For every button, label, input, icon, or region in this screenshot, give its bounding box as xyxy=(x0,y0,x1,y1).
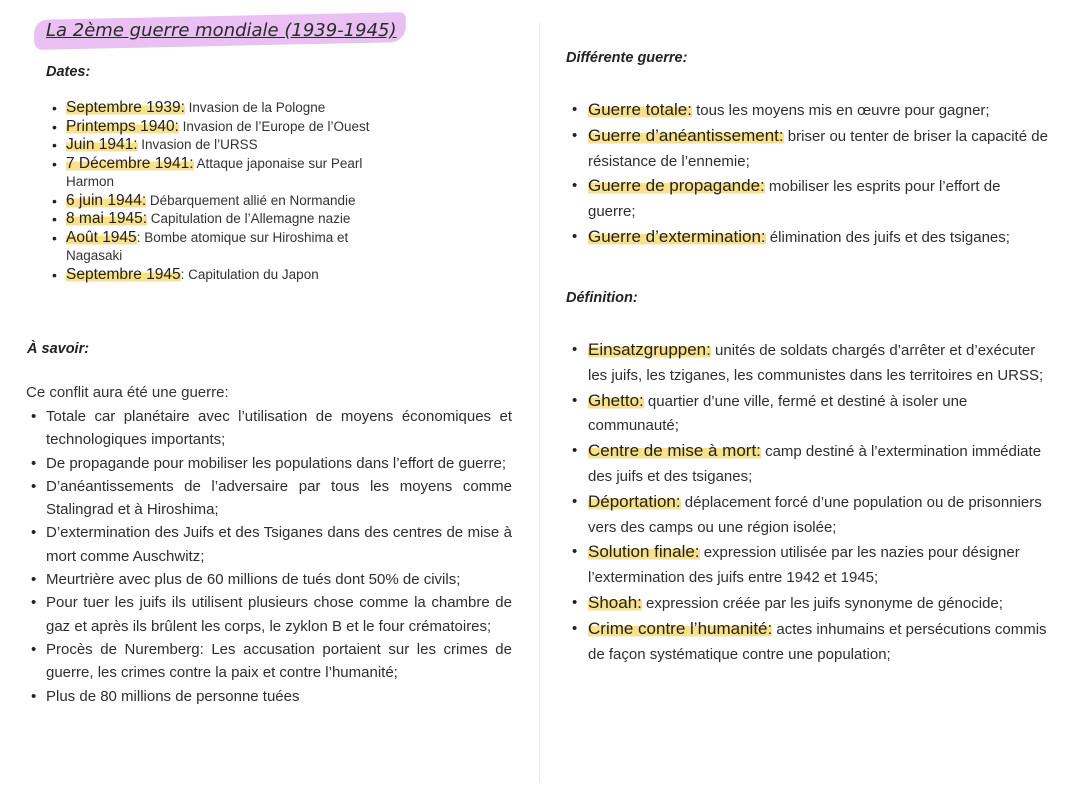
list-item xyxy=(50,210,400,229)
item-key: Guerre d’extermination: xyxy=(588,226,766,246)
item-key: Einsatzgruppen: xyxy=(588,340,711,359)
item-key: Solution finale: xyxy=(588,542,700,562)
bullet-icon: • xyxy=(572,442,578,460)
definition-label: Définition: xyxy=(566,290,638,306)
list-item xyxy=(30,405,512,452)
bullet-icon: • xyxy=(572,593,578,611)
item-key: Septembre 1939: xyxy=(66,99,185,116)
item-key: Septembre 1945 xyxy=(66,265,181,283)
item-text: Meurtrière avec plus de 60 millions de tués dont 50% de civils; xyxy=(46,571,461,589)
bullet-icon: • xyxy=(31,454,37,472)
item-key: Printemps 1940: xyxy=(66,117,179,135)
item-text: Capitulation de l’Allemagne nazie xyxy=(147,211,351,226)
item-key: 8 mai 1945: xyxy=(66,210,147,227)
bullet-icon: • xyxy=(572,391,578,409)
bullet-icon: • xyxy=(572,177,578,195)
item-key: Shoah: xyxy=(588,592,642,612)
list-item xyxy=(570,540,1048,591)
bullet-icon: • xyxy=(572,101,578,118)
bullet-icon: • xyxy=(572,619,578,637)
bullet-icon: • xyxy=(572,492,578,510)
bullet-icon: • xyxy=(572,227,578,245)
differente-label: Différente guerre: xyxy=(566,50,688,66)
item-text: élimination des juifs et des tsiganes; xyxy=(765,228,1010,246)
list-item xyxy=(30,685,512,708)
item-text: expression créée par les juifs synonyme de génocide; xyxy=(641,594,1003,612)
dates-label: Dates: xyxy=(46,64,91,80)
differente-list xyxy=(570,98,1048,251)
item-key: Août 1945 xyxy=(66,228,137,246)
list-item xyxy=(30,521,512,568)
item-key: Crime contre l’humanité: xyxy=(588,618,773,638)
list-item xyxy=(570,124,1048,175)
bullet-icon: • xyxy=(572,126,578,144)
list-item xyxy=(570,225,1048,251)
item-key: Guerre d’anéantissement: xyxy=(588,125,784,145)
item-text: unités de soldats chargés d’arrêter et d’exécuter les juifs, les tziganes, les communistes dans les territoires en URSS; xyxy=(588,342,1044,384)
savoir-label: À savoir: xyxy=(27,341,90,357)
item-text: D’anéantissements de l’adversaire par tous les moyens comme Stalingrad et à Hiroshima; xyxy=(46,477,512,519)
item-text: Invasion de l’Europe de l’Ouest xyxy=(178,118,370,134)
item-text: Invasion de la Pologne xyxy=(184,100,326,115)
bullet-icon: • xyxy=(52,155,57,172)
list-item xyxy=(50,192,400,211)
item-text: actes inhumains et persécutions commis de façon systématique contre une population; xyxy=(588,620,1047,663)
list-item xyxy=(50,118,400,137)
item-text: quartier d’une ville, fermé et destiné à isoler une communauté; xyxy=(588,392,968,435)
savoir-list xyxy=(30,405,512,708)
list-item xyxy=(570,490,1048,541)
item-text: Totale car planétaire avec l’utilisation de moyens économiques et technologiques importants; xyxy=(46,408,512,449)
item-text: mobiliser les esprits pour l’effort de guerre; xyxy=(588,178,1001,221)
item-key: Guerre totale: xyxy=(588,100,692,119)
item-text: Procès de Nuremberg: Les accusation portaient sur les crimes de guerre, les crimes contre la paix et contre l’humanité; xyxy=(46,640,512,682)
list-item xyxy=(30,475,512,522)
item-key: Centre de mise à mort: xyxy=(588,441,761,461)
bullet-icon: • xyxy=(52,137,57,153)
bullet-icon: • xyxy=(52,211,57,227)
item-text: D’extermination des Juifs et des Tsiganes dans des centres de mise à mort comme Auschwitz; xyxy=(46,524,512,565)
list-item xyxy=(570,439,1048,490)
dates-list xyxy=(50,99,400,284)
bullet-icon: • xyxy=(52,229,57,246)
bullet-icon: • xyxy=(31,640,37,658)
list-item xyxy=(570,591,1048,617)
item-key: Juin 1941: xyxy=(66,136,138,153)
bullet-icon: • xyxy=(52,266,57,283)
item-text: Invasion de l’URSS xyxy=(137,137,258,152)
item-text: déplacement forcé d’une population ou de prisonniers vers des camps ou une région isolée; xyxy=(588,493,1042,536)
item-text: Débarquement allié en Normandie xyxy=(146,192,356,208)
bullet-icon: • xyxy=(52,100,57,116)
list-item xyxy=(50,229,400,266)
item-text: briser ou tenter de briser la capacité de résistance de l’ennemie; xyxy=(588,127,1048,170)
bullet-icon: • xyxy=(31,571,37,589)
item-text: Attaque japonaise sur Pearl Harmon xyxy=(66,155,363,189)
list-item xyxy=(50,155,400,192)
list-item xyxy=(570,338,1048,389)
item-text: tous les moyens mis en œuvre pour gagner; xyxy=(691,102,990,119)
page-title: La 2ème guerre mondiale (1939-1945) xyxy=(46,20,397,41)
list-item xyxy=(570,174,1048,225)
item-text: : Capitulation du Japon xyxy=(180,266,319,282)
list-item xyxy=(50,99,400,118)
item-text: De propagande pour mobiliser les populations dans l’effort de guerre; xyxy=(46,454,507,472)
bullet-icon: • xyxy=(31,687,37,705)
item-key: Ghetto: xyxy=(588,390,644,410)
bullet-icon: • xyxy=(31,594,37,612)
item-key: Guerre de propagande: xyxy=(588,176,765,196)
list-item xyxy=(50,266,400,285)
definition-list xyxy=(570,338,1048,667)
column-divider xyxy=(539,22,540,782)
bullet-icon: • xyxy=(572,341,578,358)
title-block xyxy=(40,18,397,44)
item-key: 6 juin 1944: xyxy=(66,191,147,209)
bullet-icon: • xyxy=(52,192,57,209)
list-item xyxy=(30,591,512,638)
bullet-icon: • xyxy=(52,118,57,135)
bullet-icon: • xyxy=(31,477,37,495)
list-item xyxy=(570,389,1048,440)
item-text: expression utilisée par les nazies pour désigner l’extermination des juifs entre 1942 et 1945; xyxy=(588,544,1020,587)
bullet-icon: • xyxy=(31,524,37,542)
item-key: 7 Décembre 1941: xyxy=(66,154,194,172)
item-text: camp destiné à l’extermination immédiate des juifs et des tsiganes; xyxy=(588,443,1042,485)
list-item xyxy=(30,568,512,591)
item-text: Plus de 80 millions de personne tuées xyxy=(46,687,300,705)
savoir-intro: Ce conflit aura été une guerre: xyxy=(26,384,229,401)
list-item xyxy=(570,617,1048,668)
list-item xyxy=(30,452,512,475)
list-item xyxy=(570,98,1048,124)
list-item xyxy=(30,638,512,685)
bullet-icon: • xyxy=(31,408,37,425)
item-key: Déportation: xyxy=(588,491,681,511)
bullet-icon: • xyxy=(572,543,578,561)
item-text: : Bombe atomique sur Hiroshima et Nagasaki xyxy=(66,229,349,263)
item-text: Pour tuer les juifs ils utilisent plusieurs chose comme la chambre de gaz et après ils brûlent les corps, le zyklon B et le four crématoires; xyxy=(46,594,512,635)
list-item xyxy=(50,136,400,155)
